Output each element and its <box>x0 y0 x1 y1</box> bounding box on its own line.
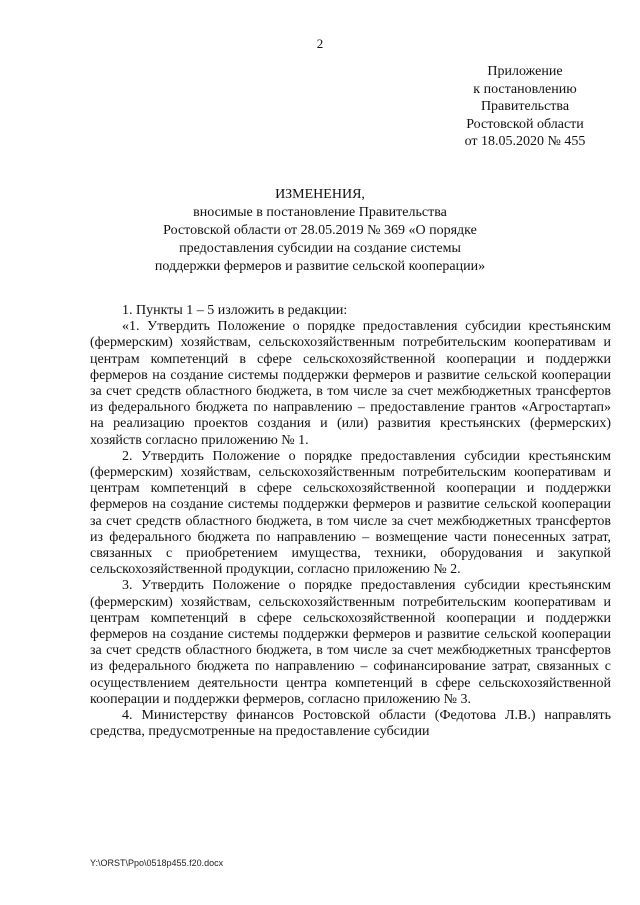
paragraph-point-4: 4. Министерству финансов Ростовской области (Федотова Л.В.) направлять средства, предусмотренные на предоставление субсидии <box>90 708 611 740</box>
paragraph-item-1-intro: 1. Пункты 1 – 5 изложить в редакции: <box>122 303 348 318</box>
title-heading: ИЗМЕНЕНИЯ, <box>275 187 365 202</box>
paragraph-point-2: 2. Утвердить Положение о порядке предоставления субсидии крестьянским (фермерским) хозяйствам, сельскохозяйственным потребительским кооперативам и центрам компетенций в сфере сельскохозяйственной кооперации и поддержки фермеров на создание системы поддержки фермеров и развитие сельской кооперации за счет средств областного бюджета, в том числе за счет межбюджетных трансфертов из федерального бюджета по направлению – возмещение части понесенных затрат, связанных с приобретением имущества, техники, оборудования и закупкой сельскохозяйственной продукции, согласно приложению № 2. <box>90 448 611 578</box>
title-line: Ростовской области от 28.05.2019 № 369 «О порядке <box>163 223 477 238</box>
title-line: поддержки фермеров и развитие сельской кооперации» <box>154 259 486 274</box>
title-line: предоставления субсидии на создание системы <box>179 241 461 256</box>
appendix-line: Правительства <box>480 99 570 114</box>
appendix-line: Ростовской области <box>466 116 584 132</box>
appendix-block <box>440 63 610 151</box>
document-body <box>90 303 611 740</box>
paragraph-point-3: 3. Утвердить Положение о порядке предоставления субсидии крестьянским (фермерским) хозяйствам, сельскохозяйственным потребительским кооперативам и центрам компетенций в сфере сельскохозяйственной кооперации и поддержки фермеров на создание системы поддержки фермеров и развитие сельской кооперации за счет средств областного бюджета, в том числе за счет межбюджетных трансфертов из федерального бюджета по направлению – софинансирование затрат, связанных с осуществлением деятельности центра компетенций в сфере сельскохозяйственной кооперации и поддержки фермеров, согласно приложению № 3. <box>90 578 611 707</box>
appendix-line: Приложение <box>487 64 563 79</box>
title-line: вносимые в постановление Правительства <box>193 205 447 220</box>
appendix-line: от 18.05.2020 № 455 <box>464 134 586 149</box>
page-number: 2 <box>316 36 324 51</box>
document-title <box>120 186 520 276</box>
paragraph-point-1: «1. Утвердить Положение о порядке предоставления субсидии крестьянским (фермерским) хозяйствам, сельскохозяйственным потребительским кооперативам и центрам компетенций в сфере сельскохозяйственной кооперации и поддержки фермеров на создание системы поддержки фермеров и развитие сельской кооперации за счет средств областного бюджета, в том числе за счет межбюджетных трансфертов из федерального бюджета по направлению – предоставление грантов «Агростартап» на реализацию проектов создания и (или) развития крестьянских (фермерских) хозяйств согласно приложению № 1. <box>90 319 611 448</box>
footer-file-path: Y:\ORST\Ppo\0518p455.f20.docx <box>90 858 224 868</box>
appendix-line: к постановлению <box>473 81 577 97</box>
